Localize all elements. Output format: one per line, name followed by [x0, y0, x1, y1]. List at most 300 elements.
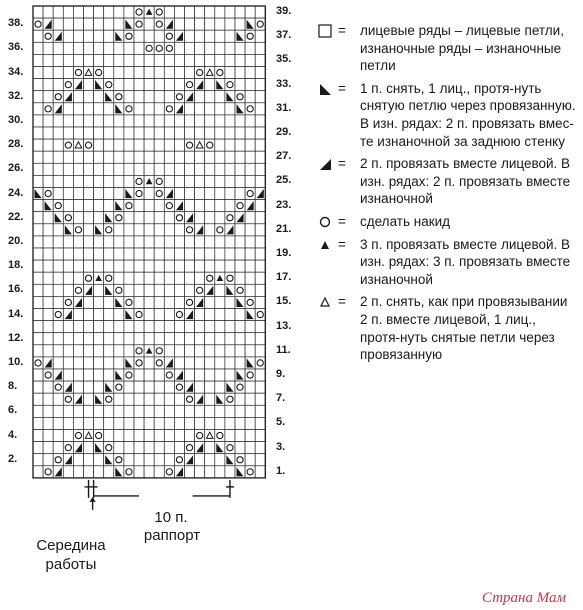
chart-cell: [164, 115, 174, 127]
chart-cell: [84, 333, 94, 345]
chart-cell: [84, 466, 94, 478]
chart-cell: [104, 18, 114, 30]
chart-cell: [134, 417, 144, 429]
chart-cell: [144, 91, 154, 103]
chart-cell: [43, 79, 53, 91]
chart-cell: [195, 466, 205, 478]
chart-cell: [53, 18, 63, 30]
chart-cell: [124, 224, 134, 236]
chart-cell: [205, 381, 215, 393]
chart-cell: [164, 309, 174, 321]
chart-cell: [205, 236, 215, 248]
chart-cell: [164, 127, 174, 139]
row-number-left: 4.: [8, 428, 18, 441]
chart-cell: [195, 321, 205, 333]
chart-cell: [43, 67, 53, 79]
chart-cell: [174, 442, 184, 454]
chart-cell: [73, 357, 83, 369]
chart-cell: [73, 236, 83, 248]
circle-icon: [318, 215, 332, 229]
chart-cell: [225, 417, 235, 429]
chart-cell: [245, 417, 255, 429]
chart-cell: [174, 151, 184, 163]
chart-cell: [174, 67, 184, 79]
chart-cell: [255, 466, 265, 478]
chart-cell: [114, 260, 124, 272]
chart-cell: [195, 175, 205, 187]
chart-cell: [255, 163, 265, 175]
chart-cell: [73, 127, 83, 139]
repeat-word: раппорт: [143, 527, 201, 544]
chart-cell: [63, 18, 73, 30]
chart-cell: [124, 260, 134, 272]
chart-cell: [124, 284, 134, 296]
chart-cell: [53, 417, 63, 429]
chart-cell: [255, 151, 265, 163]
chart-cell: [185, 260, 195, 272]
chart-cell: [33, 369, 43, 381]
chart-cell: [154, 236, 164, 248]
chart-cell: [245, 163, 255, 175]
chart-cell: [255, 272, 265, 284]
chart-cell: [104, 405, 114, 417]
legend-item: [316, 22, 578, 75]
chart-cell: [84, 188, 94, 200]
chart-cell: [53, 151, 63, 163]
chart-cell: [124, 79, 134, 91]
chart-cell: [84, 357, 94, 369]
chart-cell: [245, 67, 255, 79]
chart-cell: [205, 248, 215, 260]
chart-cell: [134, 466, 144, 478]
chart-cell: [255, 224, 265, 236]
chart-cell: [73, 30, 83, 42]
chart-cell: [215, 236, 225, 248]
chart-cell: [63, 466, 73, 478]
chart-cell: [144, 79, 154, 91]
chart-cell: [215, 188, 225, 200]
chart-cell: [225, 151, 235, 163]
chart-cell: [215, 417, 225, 429]
chart-cell: [255, 54, 265, 66]
chart-cell: [43, 224, 53, 236]
chart-cell: [144, 466, 154, 478]
chart-cell: [245, 321, 255, 333]
chart-cell: [84, 175, 94, 187]
chart-cell: [134, 272, 144, 284]
chart-cell: [174, 260, 184, 272]
chart-cell: [174, 188, 184, 200]
chart-cell: [154, 67, 164, 79]
row-number-right: 13.: [276, 319, 292, 332]
chart-cell: [235, 224, 245, 236]
chart-cell: [124, 248, 134, 260]
row-number-right: 27.: [276, 150, 292, 163]
chart-cell: [94, 42, 104, 54]
chart-cell: [205, 333, 215, 345]
chart-cell: [43, 454, 53, 466]
chart-cell: [144, 405, 154, 417]
chart-cell: [53, 115, 63, 127]
chart-cell: [114, 67, 124, 79]
chart-cell: [33, 417, 43, 429]
chart-cell: [174, 175, 184, 187]
chart-cell: [53, 79, 63, 91]
chart-cell: [225, 67, 235, 79]
row-number-left: 6.: [8, 404, 18, 417]
chart-cell: [144, 454, 154, 466]
row-number-right: 25.: [276, 174, 292, 187]
chart-cell: [205, 91, 215, 103]
chart-cell: [164, 224, 174, 236]
legend-equals: =: [338, 23, 346, 38]
chart-cell: [124, 67, 134, 79]
chart-cell: [185, 369, 195, 381]
chart-cell: [195, 18, 205, 30]
chart-cell: [185, 357, 195, 369]
chart-cell: [134, 224, 144, 236]
chart-cell: [84, 151, 94, 163]
chart-cell: [43, 405, 53, 417]
legend-text: сделать накид: [360, 213, 451, 229]
chart-cell: [63, 284, 73, 296]
chart-cell: [255, 454, 265, 466]
chart-cell: [73, 272, 83, 284]
chart-cell: [94, 151, 104, 163]
chart-cell: [255, 175, 265, 187]
chart-cell: [195, 309, 205, 321]
chart-cell: [33, 224, 43, 236]
chart-cell: [164, 54, 174, 66]
chart-cell: [33, 200, 43, 212]
chart-cell: [225, 127, 235, 139]
chart-cell: [84, 42, 94, 54]
chart-cell: [144, 321, 154, 333]
chart-cell: [73, 200, 83, 212]
chart-cell: [235, 393, 245, 405]
chart-cell: [33, 151, 43, 163]
chart-cell: [63, 405, 73, 417]
chart-cell: [43, 296, 53, 308]
chart-cell: [144, 200, 154, 212]
chart-cell: [53, 67, 63, 79]
chart-cell: [124, 333, 134, 345]
row-number-left: 12.: [8, 331, 24, 344]
chart-cell: [63, 236, 73, 248]
chart-cell: [215, 321, 225, 333]
chart-cell: [205, 175, 215, 187]
chart-cell: [124, 381, 134, 393]
chart-cell: [185, 236, 195, 248]
chart-cell: [215, 151, 225, 163]
chart-cell: [195, 417, 205, 429]
chart-cell: [195, 115, 205, 127]
chart-cell: [53, 442, 63, 454]
chart-cell: [205, 6, 215, 18]
chart-cell: [104, 30, 114, 42]
chart-cell: [174, 345, 184, 357]
chart-cell: [104, 321, 114, 333]
chart-cell: [154, 115, 164, 127]
chart-cell: [185, 18, 195, 30]
chart-cell: [114, 151, 124, 163]
chart-cell: [235, 42, 245, 54]
chart-cell: [195, 30, 205, 42]
chart-cell: [174, 321, 184, 333]
chart-cell: [215, 212, 225, 224]
chart-cell: [245, 79, 255, 91]
chart-cell: [185, 42, 195, 54]
chart-cell: [185, 163, 195, 175]
chart-cell: [235, 405, 245, 417]
chart-cell: [215, 405, 225, 417]
chart-cell: [84, 91, 94, 103]
chart-cell: [154, 79, 164, 91]
chart-cell: [225, 54, 235, 66]
chart-cell: [33, 296, 43, 308]
chart-cell: [84, 127, 94, 139]
chart-cell: [164, 345, 174, 357]
chart-cell: [94, 91, 104, 103]
row-number-right: 9.: [276, 368, 286, 380]
legend-equals: =: [338, 213, 346, 229]
chart-cell: [185, 248, 195, 260]
chart-cell: [124, 6, 134, 18]
chart-cell: [185, 54, 195, 66]
chart-cell: [43, 321, 53, 333]
row-number-left: 24.: [8, 186, 24, 199]
chart-cell: [144, 357, 154, 369]
legend: [316, 22, 578, 369]
chart-cell: [215, 296, 225, 308]
row-number-left: 20.: [8, 234, 24, 247]
chart-cell: [195, 357, 205, 369]
row-number-left: 34.: [8, 65, 24, 78]
chart-cell: [63, 115, 73, 127]
chart-cell: [255, 115, 265, 127]
chart-cell: [245, 6, 255, 18]
chart-cell: [144, 381, 154, 393]
chart-cell: [144, 236, 154, 248]
chart-cell: [84, 260, 94, 272]
chart-cell: [195, 200, 205, 212]
row-number-left: 14.: [8, 307, 24, 320]
chart-cell: [144, 103, 154, 115]
chart-cell: [255, 345, 265, 357]
chart-cell: [235, 333, 245, 345]
chart-cell: [255, 381, 265, 393]
chart-cell: [195, 42, 205, 54]
chart-cell: [94, 321, 104, 333]
chart-cell: [33, 30, 43, 42]
chart-cell: [235, 417, 245, 429]
chart-cell: [144, 127, 154, 139]
chart-cell: [255, 260, 265, 272]
chart-cell: [235, 309, 245, 321]
chart-cell: [134, 151, 144, 163]
chart-cell: [104, 357, 114, 369]
chart-cell: [174, 284, 184, 296]
chart-cell: [94, 139, 104, 151]
chart-cell: [144, 430, 154, 442]
chart-cell: [94, 188, 104, 200]
chart-cell: [144, 188, 154, 200]
chart-cell: [255, 393, 265, 405]
chart-cell: [124, 115, 134, 127]
chart-cell: [245, 151, 255, 163]
chart-cell: [144, 296, 154, 308]
chart-cell: [114, 248, 124, 260]
chart-cell: [104, 236, 114, 248]
chart-cell: [124, 175, 134, 187]
chart-cell: [225, 357, 235, 369]
chart-cell: [73, 454, 83, 466]
chart-cell: [104, 115, 114, 127]
chart-cell: [215, 248, 225, 260]
chart-cell: [104, 417, 114, 429]
chart-cell: [104, 466, 114, 478]
chart-cell: [53, 224, 63, 236]
chart-cell: [205, 127, 215, 139]
chart-cell: [195, 272, 205, 284]
chart-cell: [94, 127, 104, 139]
chart-cell: [245, 260, 255, 272]
legend-text: лицевые ряды – лицевые петли, изнаночные ряды – изнаночные петли: [360, 23, 564, 74]
chart-cell: [205, 54, 215, 66]
chart-cell: [73, 345, 83, 357]
chart-cell: [43, 54, 53, 66]
chart-cell: [33, 236, 43, 248]
chart-cell: [144, 18, 154, 30]
chart-cell: [63, 345, 73, 357]
chart-cell: [73, 369, 83, 381]
chart-cell: [73, 91, 83, 103]
chart-cell: [174, 248, 184, 260]
chart-cell: [185, 272, 195, 284]
row-number-right: 21.: [276, 222, 292, 235]
chart-cell: [114, 236, 124, 248]
chart-cell: [104, 139, 114, 151]
chart-cell: [63, 103, 73, 115]
chart-cell: [53, 236, 63, 248]
chart-cell: [154, 248, 164, 260]
chart-cell: [94, 466, 104, 478]
chart-cell: [235, 188, 245, 200]
chart-cell: [205, 200, 215, 212]
chart-cell: [205, 260, 215, 272]
chart-cell: [63, 30, 73, 42]
chart-cell: [164, 430, 174, 442]
chart-cell: [104, 42, 114, 54]
chart-cell: [94, 260, 104, 272]
chart-cell: [205, 466, 215, 478]
chart-cell: [73, 405, 83, 417]
chart-cell: [225, 333, 235, 345]
chart-cell: [205, 309, 215, 321]
chart-cell: [215, 54, 225, 66]
chart-cell: [33, 393, 43, 405]
chart-cell: [114, 357, 124, 369]
chart-cell: [185, 175, 195, 187]
chart-cell: [33, 442, 43, 454]
chart-cell: [114, 393, 124, 405]
chart-cell: [53, 430, 63, 442]
chart-cell: [154, 393, 164, 405]
chart-cell: [134, 163, 144, 175]
chart-cell: [174, 333, 184, 345]
chart-cell: [255, 248, 265, 260]
chart-cell: [53, 345, 63, 357]
chart-cell: [134, 115, 144, 127]
chart-cell: [33, 103, 43, 115]
chart-cell: [205, 18, 215, 30]
chart-cell: [225, 260, 235, 272]
chart-cell: [185, 284, 195, 296]
chart-grid: [33, 6, 265, 478]
chart-cell: [164, 163, 174, 175]
chart-cell: [225, 6, 235, 18]
chart-cell: [225, 296, 235, 308]
chart-cell: [144, 30, 154, 42]
chart-cell: [114, 163, 124, 175]
chart-cell: [235, 321, 245, 333]
chart-cell: [185, 188, 195, 200]
chart-cell: [84, 224, 94, 236]
chart-cell: [255, 103, 265, 115]
chart-cell: [94, 175, 104, 187]
chart-cell: [94, 115, 104, 127]
row-number-left: 36.: [8, 41, 24, 54]
chart-cell: [164, 333, 174, 345]
chart-cell: [154, 417, 164, 429]
chart-cell: [84, 163, 94, 175]
chart-cell: [144, 333, 154, 345]
chart-cell: [104, 67, 114, 79]
chart-cell: [114, 442, 124, 454]
chart-cell: [255, 139, 265, 151]
chart-cell: [225, 430, 235, 442]
row-number-right: 29.: [276, 126, 292, 138]
chart-cell: [134, 54, 144, 66]
chart-cell: [84, 321, 94, 333]
chart-cell: [245, 454, 255, 466]
empty-square-icon: [318, 24, 332, 38]
chart-cell: [104, 296, 114, 308]
chart-cell: [43, 345, 53, 357]
chart-cell: [43, 6, 53, 18]
chart-cell: [144, 417, 154, 429]
chart-cell: [154, 212, 164, 224]
chart-cell: [94, 248, 104, 260]
chart-cell: [114, 79, 124, 91]
chart-cell: [33, 115, 43, 127]
chart-cell: [205, 357, 215, 369]
chart-cell: [164, 175, 174, 187]
chart-cell: [134, 79, 144, 91]
legend-item: [316, 213, 578, 231]
chart-cell: [114, 345, 124, 357]
chart-cell: [154, 151, 164, 163]
chart-cell: [185, 417, 195, 429]
chart-cell: [134, 405, 144, 417]
chart-cell: [235, 151, 245, 163]
chart-cell: [245, 42, 255, 54]
chart-cell: [134, 393, 144, 405]
row-number-left: 32.: [8, 89, 24, 102]
chart-cell: [215, 333, 225, 345]
row-number-left: 16.: [8, 283, 24, 296]
chart-cell: [154, 405, 164, 417]
